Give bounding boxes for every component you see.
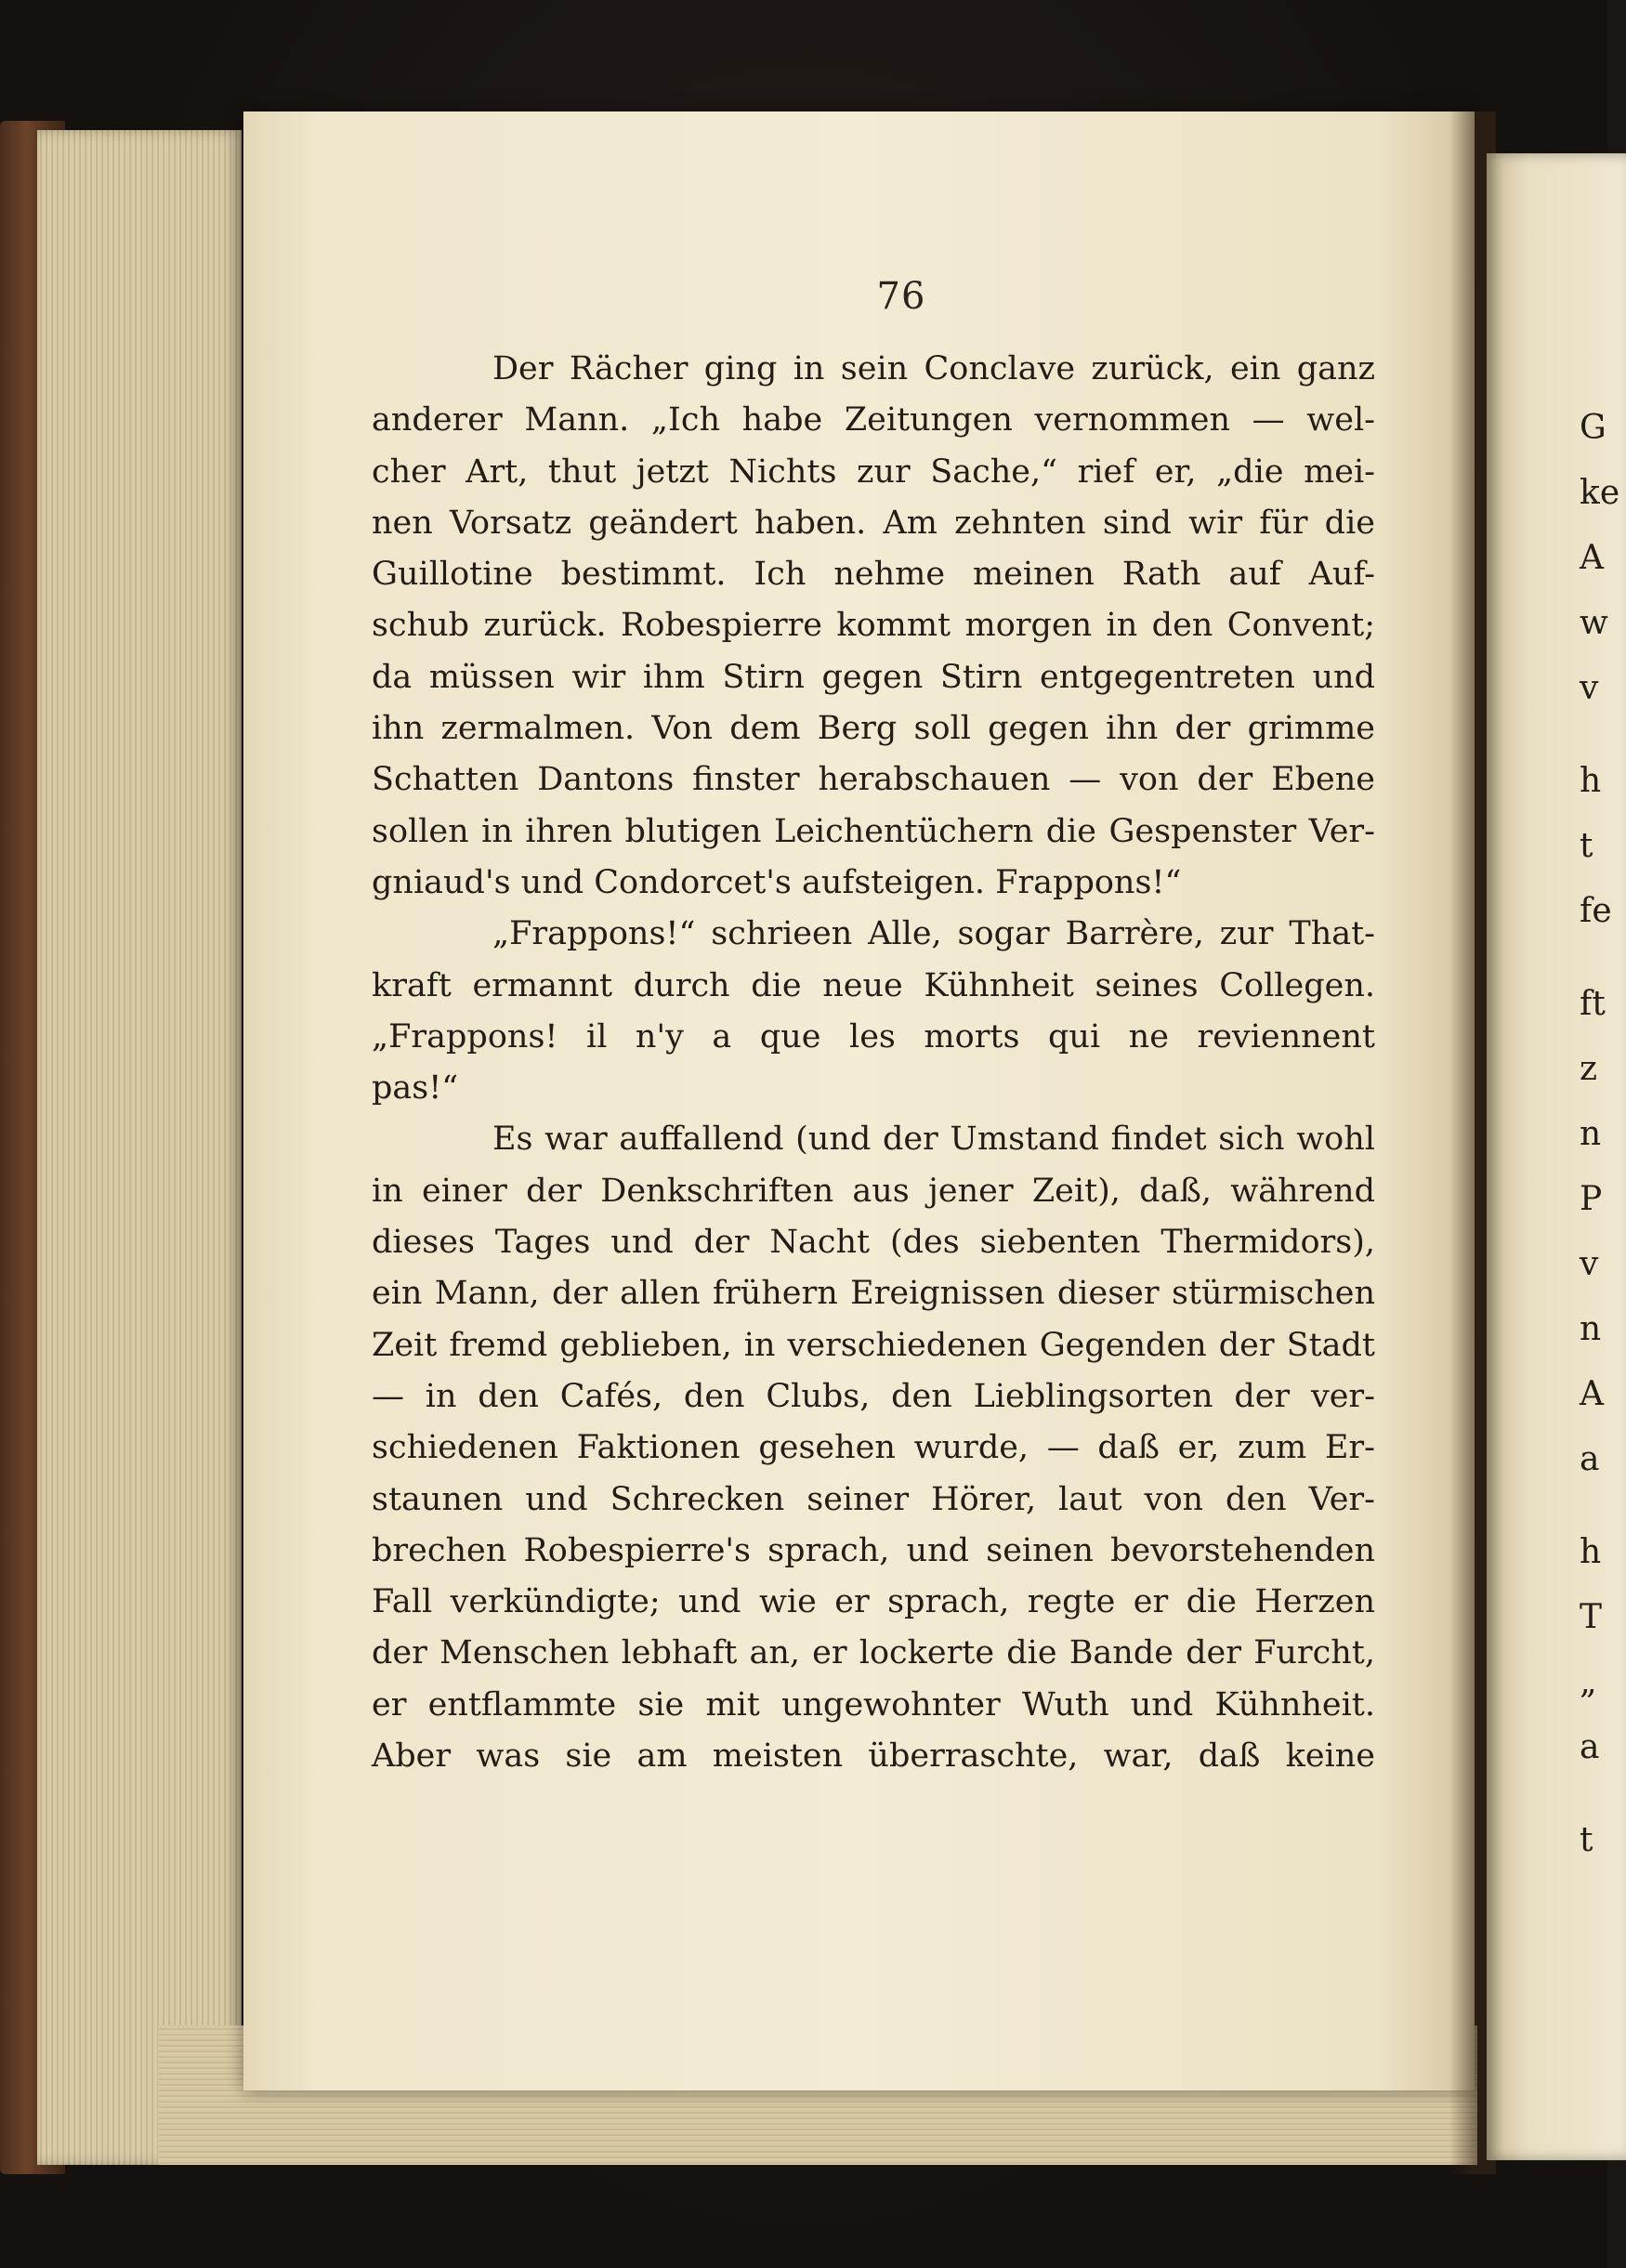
text-line: kraft ermannt durch die neue Kühnheit seines Collegen. <box>372 966 1375 1004</box>
facing-page-fragment: n <box>1580 1310 1602 1348</box>
facing-page-fragment: A <box>1580 1375 1604 1413</box>
facing-page-fragment: w <box>1580 604 1608 642</box>
text-line: Zeit fremd geblieben, in verschiedenen Gegenden der Stadt <box>372 1326 1375 1364</box>
text-line: — in den Cafés, den Clubs, den Lieblingsorten der ver- <box>372 1377 1375 1415</box>
facing-page-fragment: a <box>1580 1728 1600 1766</box>
text-line: ein Mann, der allen frühern Ereignissen dieser stürmischen <box>372 1275 1375 1313</box>
facing-page-fragment: z <box>1580 1050 1597 1088</box>
facing-page-fragment: ft <box>1580 985 1606 1023</box>
facing-page-fragment: ke <box>1580 474 1620 512</box>
facing-page-fragment: P <box>1580 1180 1603 1218</box>
text-line: Fall verkündigte; und wie er sprach, regte er die Herzen <box>372 1583 1375 1621</box>
text-line: schiedenen Faktionen gesehen wurde, — daß er, zum Er- <box>372 1429 1375 1467</box>
facing-page-fragment: T <box>1580 1598 1603 1636</box>
text-line: brechen Robespierre's sprach, und seinen bevorstehenden <box>372 1531 1375 1569</box>
page-stack-left <box>37 130 242 2165</box>
facing-page-fragment: v <box>1580 1245 1599 1283</box>
text-line: Guillotine bestimmt. Ich nehme meinen Rath auf Auf- <box>372 556 1375 594</box>
text-line: nen Vorsatz geändert haben. Am zehnten sind wir für die <box>372 504 1375 542</box>
text-line: Aber was sie am meisten überraschte, war, daß keine <box>372 1737 1375 1776</box>
text-line: „Frappons! il n'y a que les morts qui ne reviennent <box>372 1017 1375 1055</box>
facing-page-fragment: n <box>1580 1115 1602 1153</box>
facing-page-fragment: a <box>1580 1440 1600 1478</box>
facing-page-fragment: G <box>1580 409 1606 447</box>
page-number: 76 <box>876 275 926 318</box>
text-line: da müssen wir ihm Stirn gegen Stirn entgegentreten und <box>372 658 1375 696</box>
text-line: anderer Mann. „Ich habe Zeitungen vernommen — wel- <box>372 401 1375 439</box>
text-line: sollen in ihren blutigen Leichentüchern die Gespenster Ver- <box>372 812 1375 850</box>
facing-page-fragment: A <box>1580 539 1604 577</box>
text-line: dieses Tages und der Nacht (des siebenten Thermidors), <box>372 1224 1375 1262</box>
text-line: ihn zermalmen. Von dem Berg soll gegen ihn der grimme <box>372 710 1375 748</box>
text-line: pas!“ <box>372 1069 459 1108</box>
text-line: Schatten Dantons finster herabschauen — von der Ebene <box>372 761 1375 799</box>
text-line: cher Art, thut jetzt Nichts zur Sache,“ rief er, „die mei- <box>372 452 1375 491</box>
text-line: der Menschen lebhaft an, er lockerte die Bande der Furcht, <box>372 1634 1375 1672</box>
facing-page-fragment: t <box>1580 1821 1593 1859</box>
text-line: gniaud's und Condorcet's aufsteigen. Frappons!“ <box>372 863 1182 901</box>
right-page <box>1487 153 1626 2160</box>
facing-page-fragment: t <box>1580 827 1593 865</box>
text-line: „Frappons!“ schrieen Alle, sogar Barrère, zur That- <box>492 915 1375 953</box>
text-line: staunen und Schrecken seiner Hörer, laut von den Ver- <box>372 1480 1375 1518</box>
facing-page-fragment: h <box>1580 1533 1602 1571</box>
text-line: er entflammte sie mit ungewohnter Wuth und Kühnheit. <box>372 1685 1375 1724</box>
text-line: Der Rächer ging in sein Conclave zurück, ein ganz <box>492 350 1375 387</box>
text-line: schub zurück. Robespierre kommt morgen in den Convent; <box>372 607 1375 645</box>
body-text <box>372 344 1375 1782</box>
facing-page-fragment: „ <box>1580 1663 1597 1701</box>
text-line: in einer der Denkschriften aus jener Zeit), daß, während <box>372 1172 1375 1210</box>
facing-page-fragment: h <box>1580 762 1602 800</box>
facing-page-fragment: fe <box>1580 892 1612 930</box>
facing-page-fragment: v <box>1580 669 1599 707</box>
text-line: Es war auffallend (und der Umstand findet sich wohl <box>492 1121 1375 1159</box>
